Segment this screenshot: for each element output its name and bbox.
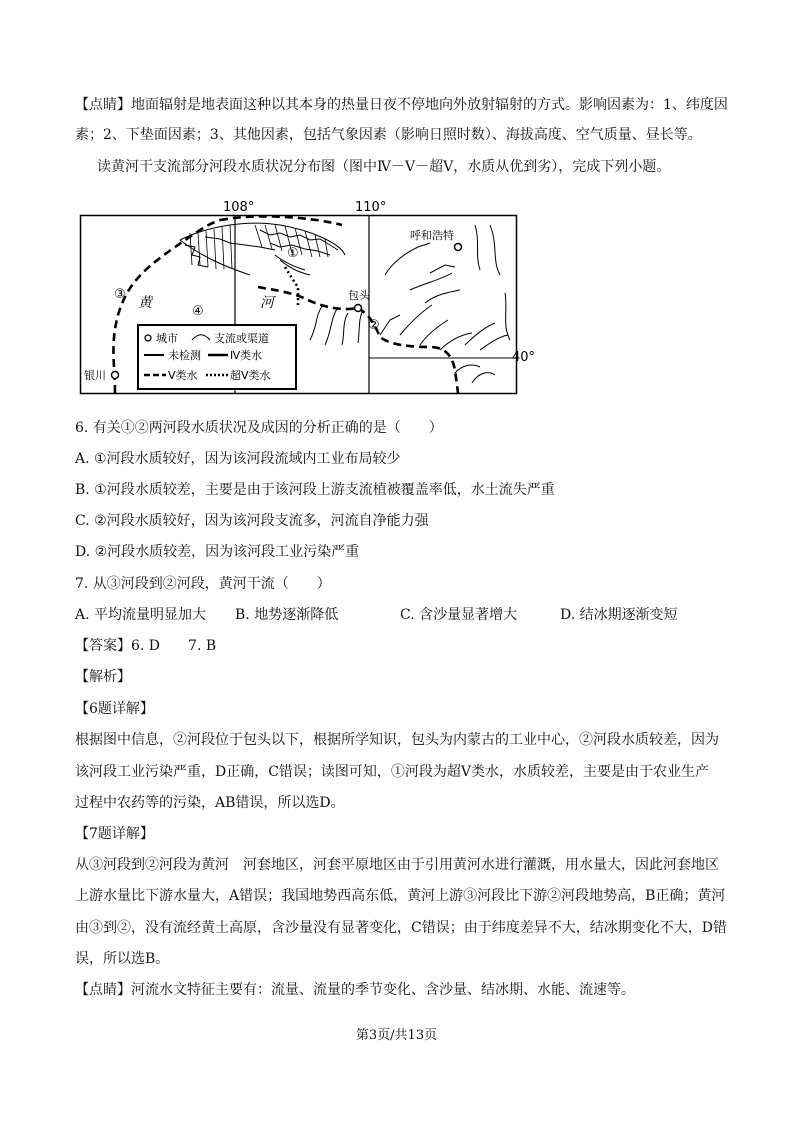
legend-class5: Ⅴ类水 [168, 369, 198, 382]
yellow-river-water-quality-map [80, 195, 536, 400]
q7-detail-line-1: 从③河段到②河段为黄河 河套地区，河套平原地区由于引用黄河水进行灌溉，用水量大，因此河套地区 [75, 857, 719, 873]
river-name-he: 河 [260, 295, 274, 311]
question-7-option-b: B. 地势逐渐降低 [235, 607, 339, 623]
latitude-40-label: 40° [512, 350, 536, 365]
answer-line: 【答案】6. D 7. B [75, 638, 217, 654]
city-marker-yinchuan [112, 372, 119, 379]
q7-detail-line-4: 误，所以选B。 [75, 951, 170, 967]
river-name-huang: 黄 [138, 295, 152, 311]
q7-detail-heading: 【7题详解】 [75, 826, 154, 842]
segment-1-label: ① [287, 246, 299, 261]
longitude-108-label: 108° [223, 200, 255, 215]
tip-paragraph-line-1: 【点睛】地面辐射是地表面这种以其本身的热量日夜不停地向外放射辐射的方式。影响因素为：1、纬度因 [75, 97, 728, 113]
legend-untested: 未检测 [168, 349, 201, 362]
q6-detail-heading: 【6题详解】 [75, 701, 154, 717]
city-label-yinchuan: 银川 [84, 369, 106, 382]
tip-summary: 【点睛】河流水文特征主要有：流量、流量的季节变化、含沙量、结冰期、水能、流速等。 [75, 982, 635, 998]
question-7-option-d: D. 结冰期逐渐变短 [560, 607, 678, 623]
city-marker-baotou [355, 305, 362, 312]
question-6: 6. 有关①②两河段水质状况及成因的分析正确的是（ ） [75, 420, 443, 436]
q7-detail-line-3: 由③到②，没有流经黄土高原，含沙量没有显著变化，C错误；由于纬度差异不大，结冰期变化不大，D错 [75, 920, 727, 936]
segment-3-label: ③ [114, 287, 126, 302]
legend-city: 城市 [156, 332, 178, 345]
map-instruction: 读黄河干支流部分河段水质状况分布图（图中Ⅳ－Ⅴ－超Ⅴ，水质从优到劣），完成下列小题。 [97, 159, 671, 175]
question-6-option-b: B. ①河段水质较差，主要是由于该河段上游支流植被覆盖率低，水土流失严重 [75, 482, 555, 498]
question-7: 7. 从③河段到②河段，黄河干流（ ） [75, 576, 331, 592]
question-7-option-a: A. 平均流量明显加大 [75, 607, 207, 623]
q6-detail-line-3: 过程中农药等的污染，AB错误，所以选D。 [75, 795, 345, 811]
city-label-baotou: 包头 [348, 289, 370, 302]
question-6-option-d: D. ②河段水质较差，因为该河段工业污染严重 [75, 544, 360, 560]
map-legend [138, 325, 296, 389]
q6-detail-line-1: 根据图中信息，②河段位于包头以下，根据所学知识，包头为内蒙古的工业中心，②河段水质较差，因为 [75, 732, 719, 748]
city-marker-hohhot [455, 244, 462, 251]
q7-detail-line-2: 上游水量比下游水量大，A错误；我国地势西高东低，黄河上游③河段比下游②河段地势高，B正确；黄河 [75, 888, 726, 904]
segment-2-label: ② [368, 318, 380, 333]
tip-paragraph-line-2: 素；2、下垫面因素；3、其他因素，包括气象因素（影响日照时数）、海拔高度、空气质量、昼长等。 [75, 127, 702, 143]
question-7-options [75, 605, 678, 625]
segment-4-label: ④ [192, 304, 204, 319]
legend-super5: 超Ⅴ类水 [230, 369, 271, 382]
question-7-option-c: C. 含沙量显著增大 [400, 607, 518, 623]
longitude-110-label: 110° [355, 200, 387, 215]
analysis-heading: 【解析】 [75, 669, 131, 685]
q6-detail-line-2: 该河段工业污染严重，D正确，C错误；读图可知，①河段为超Ⅴ类水，水质较差，主要是由于农业生产 [75, 764, 710, 780]
question-6-option-a: A. ①河段水质较好，因为该河段流域内工业布局较少 [75, 451, 401, 467]
legend-tributary: 支流或渠道 [214, 332, 269, 345]
city-label-hohhot: 呼和浩特 [410, 229, 454, 242]
legend-class4: Ⅳ类水 [230, 349, 263, 362]
page-number-footer: 第3页/共13页 [355, 1028, 438, 1043]
question-6-option-c: C. ②河段水质较好，因为该河段支流多，河流自净能力强 [75, 513, 429, 529]
